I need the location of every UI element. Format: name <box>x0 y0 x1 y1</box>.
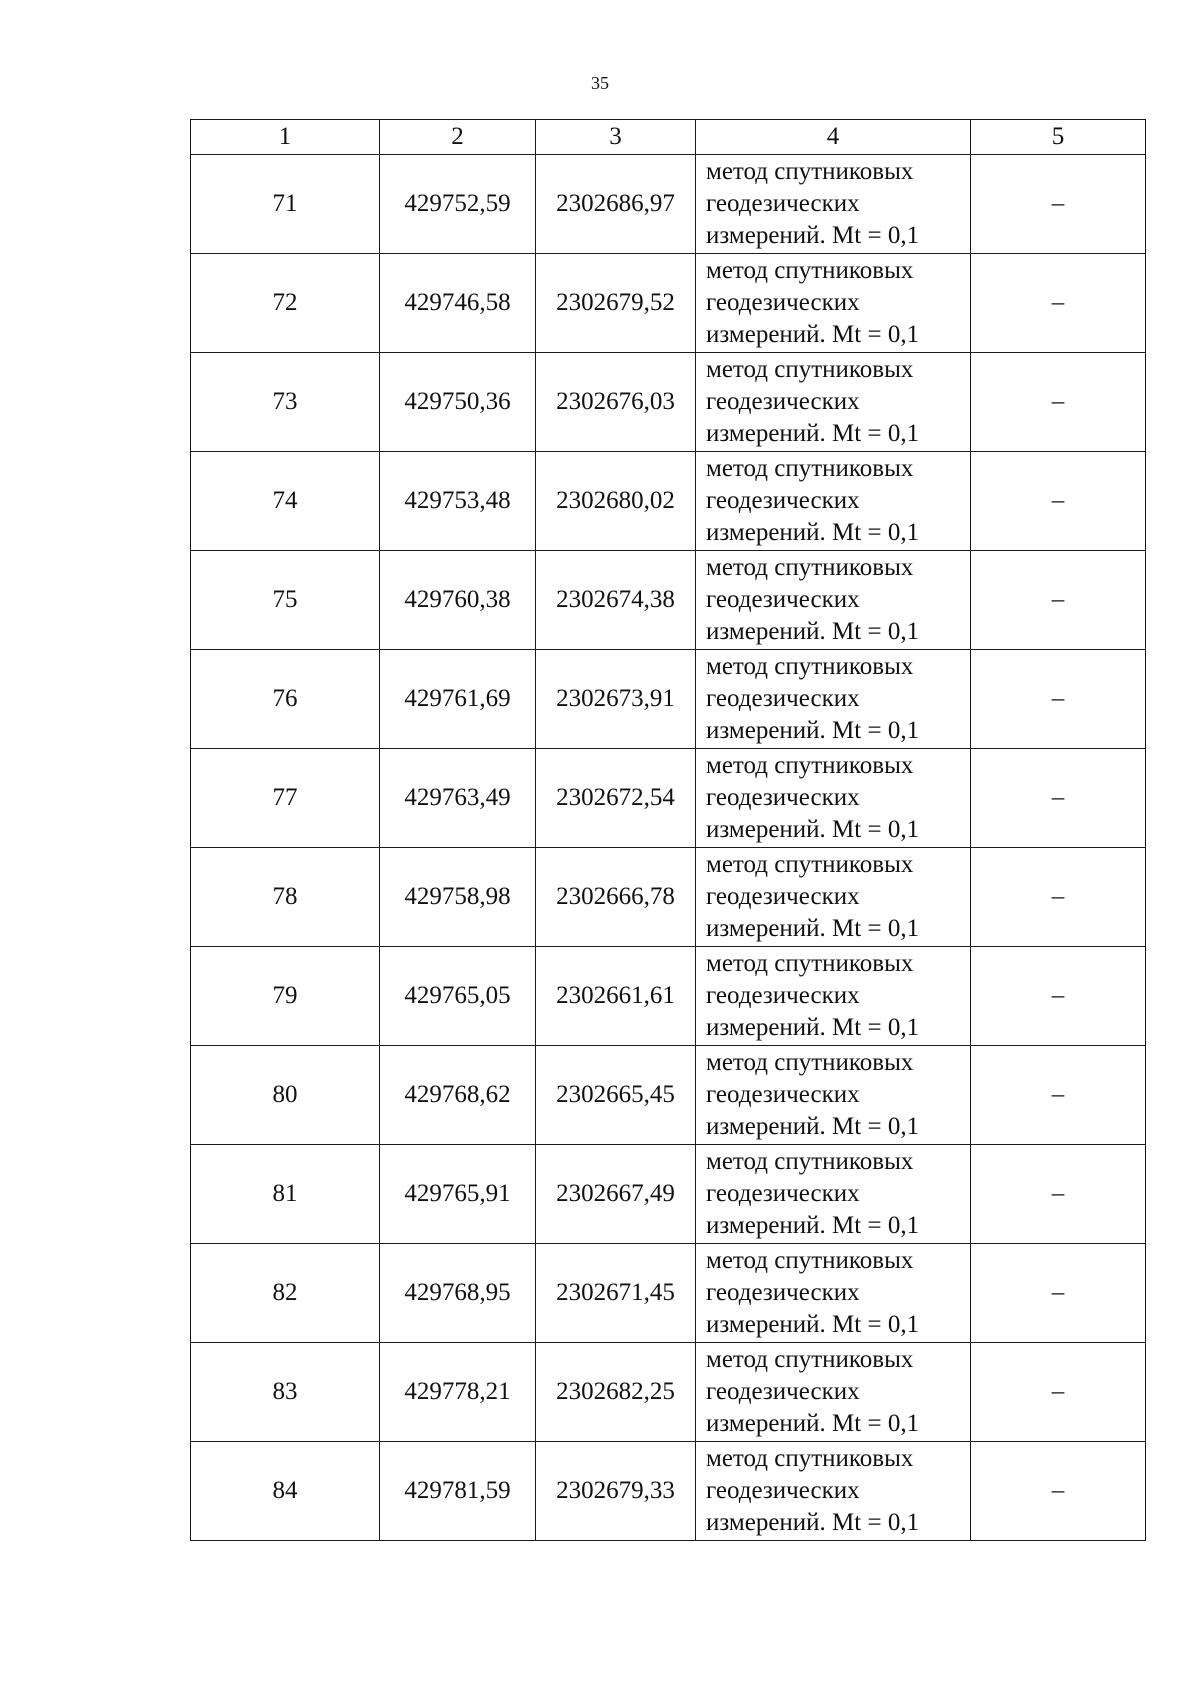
x-coordinate-cell: 429761,69 <box>380 650 536 749</box>
point-number-cell: 77 <box>191 749 380 848</box>
table-row <box>191 947 1146 1046</box>
method-line: метод спутниковых <box>706 950 914 977</box>
coordinates-table <box>190 119 1146 1541</box>
column-header-4: 4 <box>696 120 971 155</box>
method-line: измерений. Mt = 0,1 <box>706 1410 920 1437</box>
table-row <box>191 749 1146 848</box>
table-header <box>191 120 1146 155</box>
method-line: геодезических <box>706 982 860 1009</box>
method-line: геодезических <box>706 1180 860 1207</box>
method-cell <box>696 848 971 947</box>
x-coordinate-cell: 429753,48 <box>380 452 536 551</box>
table-body <box>191 155 1146 1541</box>
point-number-cell: 82 <box>191 1244 380 1343</box>
y-coordinate-cell: 2302679,52 <box>536 254 696 353</box>
table-row <box>191 848 1146 947</box>
method-line: метод спутниковых <box>706 653 914 680</box>
note-cell: – <box>971 650 1146 749</box>
method-cell <box>696 254 971 353</box>
y-coordinate-cell: 2302661,61 <box>536 947 696 1046</box>
header-row <box>191 120 1146 155</box>
column-header-5: 5 <box>971 120 1146 155</box>
note-cell: – <box>971 848 1146 947</box>
note-cell: – <box>971 551 1146 650</box>
y-coordinate-cell: 2302679,33 <box>536 1442 696 1541</box>
point-number-cell: 73 <box>191 353 380 452</box>
point-number-cell: 75 <box>191 551 380 650</box>
x-coordinate-cell: 429768,95 <box>380 1244 536 1343</box>
method-line: метод спутниковых <box>706 1247 914 1274</box>
y-coordinate-cell: 2302673,91 <box>536 650 696 749</box>
method-cell <box>696 1046 971 1145</box>
method-cell <box>696 947 971 1046</box>
point-number-cell: 76 <box>191 650 380 749</box>
note-cell: – <box>971 254 1146 353</box>
method-line: измерений. Mt = 0,1 <box>706 915 920 942</box>
point-number-cell: 83 <box>191 1343 380 1442</box>
y-coordinate-cell: 2302680,02 <box>536 452 696 551</box>
method-line: геодезических <box>706 487 860 514</box>
point-number-cell: 74 <box>191 452 380 551</box>
note-cell: – <box>971 1442 1146 1541</box>
method-line: геодезических <box>706 784 860 811</box>
note-cell: – <box>971 947 1146 1046</box>
method-line: метод спутниковых <box>706 455 914 482</box>
table-row <box>191 551 1146 650</box>
method-line: метод спутниковых <box>706 851 914 878</box>
table-row <box>191 1244 1146 1343</box>
method-line: геодезических <box>706 586 860 613</box>
method-cell <box>696 749 971 848</box>
point-number-cell: 72 <box>191 254 380 353</box>
method-line: геодезических <box>706 1279 860 1306</box>
method-line: измерений. Mt = 0,1 <box>706 1212 920 1239</box>
page-number: 35 <box>591 73 609 93</box>
method-line: геодезических <box>706 1378 860 1405</box>
y-coordinate-cell: 2302672,54 <box>536 749 696 848</box>
method-cell <box>696 650 971 749</box>
y-coordinate-cell: 2302686,97 <box>536 155 696 254</box>
point-number-cell: 79 <box>191 947 380 1046</box>
x-coordinate-cell: 429750,36 <box>380 353 536 452</box>
table-row <box>191 650 1146 749</box>
table-row <box>191 1442 1146 1541</box>
method-line: геодезических <box>706 388 860 415</box>
method-line: измерений. Mt = 0,1 <box>706 1014 920 1041</box>
note-cell: – <box>971 353 1146 452</box>
note-cell: – <box>971 452 1146 551</box>
note-cell: – <box>971 1046 1146 1145</box>
point-number-cell: 84 <box>191 1442 380 1541</box>
x-coordinate-cell: 429760,38 <box>380 551 536 650</box>
x-coordinate-cell: 429758,98 <box>380 848 536 947</box>
method-cell <box>696 353 971 452</box>
method-cell <box>696 452 971 551</box>
method-line: метод спутниковых <box>706 158 914 185</box>
x-coordinate-cell: 429765,91 <box>380 1145 536 1244</box>
table-row <box>191 452 1146 551</box>
y-coordinate-cell: 2302676,03 <box>536 353 696 452</box>
method-line: метод спутниковых <box>706 1445 914 1472</box>
method-line: геодезических <box>706 685 860 712</box>
method-line: метод спутниковых <box>706 752 914 779</box>
x-coordinate-cell: 429765,05 <box>380 947 536 1046</box>
column-header-1: 1 <box>191 120 380 155</box>
method-cell <box>696 1244 971 1343</box>
method-line: измерений. Mt = 0,1 <box>706 1509 920 1536</box>
x-coordinate-cell: 429746,58 <box>380 254 536 353</box>
method-line: измерений. Mt = 0,1 <box>706 816 920 843</box>
method-line: метод спутниковых <box>706 1148 914 1175</box>
method-line: метод спутниковых <box>706 356 914 383</box>
column-header-3: 3 <box>536 120 696 155</box>
point-number-cell: 78 <box>191 848 380 947</box>
method-line: метод спутниковых <box>706 257 914 284</box>
method-line: метод спутниковых <box>706 554 914 581</box>
note-cell: – <box>971 155 1146 254</box>
x-coordinate-cell: 429752,59 <box>380 155 536 254</box>
point-number-cell: 81 <box>191 1145 380 1244</box>
table-row <box>191 1145 1146 1244</box>
method-line: геодезических <box>706 289 860 316</box>
table-row <box>191 1046 1146 1145</box>
table-row <box>191 155 1146 254</box>
point-number-cell: 71 <box>191 155 380 254</box>
method-line: геодезических <box>706 883 860 910</box>
column-header-2: 2 <box>380 120 536 155</box>
method-cell <box>696 1145 971 1244</box>
x-coordinate-cell: 429781,59 <box>380 1442 536 1541</box>
y-coordinate-cell: 2302674,38 <box>536 551 696 650</box>
method-line: измерений. Mt = 0,1 <box>706 1311 920 1338</box>
point-number-cell: 80 <box>191 1046 380 1145</box>
table-row <box>191 1343 1146 1442</box>
method-line: метод спутниковых <box>706 1049 914 1076</box>
method-line: измерений. Mt = 0,1 <box>706 420 920 447</box>
method-cell <box>696 1442 971 1541</box>
x-coordinate-cell: 429778,21 <box>380 1343 536 1442</box>
note-cell: – <box>971 1343 1146 1442</box>
method-line: измерений. Mt = 0,1 <box>706 222 920 249</box>
y-coordinate-cell: 2302671,45 <box>536 1244 696 1343</box>
y-coordinate-cell: 2302666,78 <box>536 848 696 947</box>
method-line: геодезических <box>706 1081 860 1108</box>
method-line: геодезических <box>706 1477 860 1504</box>
method-cell <box>696 1343 971 1442</box>
table-row <box>191 254 1146 353</box>
method-line: измерений. Mt = 0,1 <box>706 717 920 744</box>
method-line: измерений. Mt = 0,1 <box>706 1113 920 1140</box>
note-cell: – <box>971 1244 1146 1343</box>
method-line: метод спутниковых <box>706 1346 914 1373</box>
x-coordinate-cell: 429763,49 <box>380 749 536 848</box>
table-row <box>191 353 1146 452</box>
method-line: измерений. Mt = 0,1 <box>706 321 920 348</box>
note-cell: – <box>971 749 1146 848</box>
method-line: геодезических <box>706 190 860 217</box>
note-cell: – <box>971 1145 1146 1244</box>
method-cell <box>696 551 971 650</box>
y-coordinate-cell: 2302682,25 <box>536 1343 696 1442</box>
y-coordinate-cell: 2302667,49 <box>536 1145 696 1244</box>
x-coordinate-cell: 429768,62 <box>380 1046 536 1145</box>
method-line: измерений. Mt = 0,1 <box>706 618 920 645</box>
method-cell <box>696 155 971 254</box>
method-line: измерений. Mt = 0,1 <box>706 519 920 546</box>
y-coordinate-cell: 2302665,45 <box>536 1046 696 1145</box>
